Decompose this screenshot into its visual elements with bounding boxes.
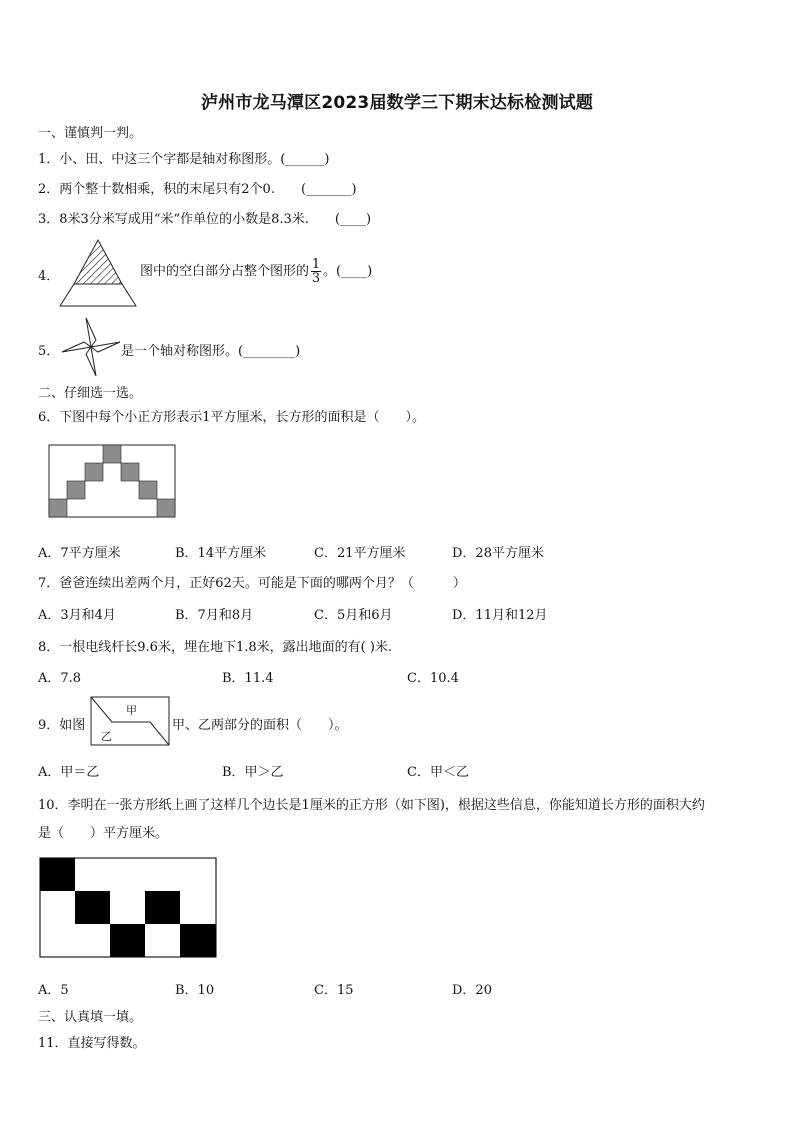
q8-option-b[interactable]: B．11.4: [222, 671, 274, 686]
question-5-number: 5．: [38, 344, 60, 359]
question-9-number: 9．如图: [38, 718, 86, 733]
q10-option-c[interactable]: C．15: [314, 983, 354, 998]
question-8: 8．一根电线杆长9.6米，埋在地下1.8米，露出地面的有( )米.: [38, 640, 393, 655]
question-10-line-1: 10．李明在一张方形纸上画了这样几个边长是1厘米的正方形（如下图)，根据这些信息，你能知道长方形的面积大约: [38, 798, 705, 813]
q6-option-b[interactable]: B．14平方厘米: [175, 546, 267, 561]
question-4-tail: 。(____): [323, 264, 373, 279]
gray-square: [139, 481, 157, 499]
q7-option-a[interactable]: A．3月和4月: [38, 608, 116, 623]
q10-option-a[interactable]: A．5: [38, 983, 69, 998]
q10-rectangle-figure: [39, 857, 219, 959]
question-2: 2．两个整十数相乘，积的末尾只有2个0. (_______): [38, 182, 357, 197]
q9-option-a[interactable]: A．甲＝乙: [38, 765, 100, 780]
fraction-denominator: 3: [311, 271, 321, 286]
question-4-text: 图中的空白部分占整个图形的: [140, 264, 310, 279]
gray-square: [85, 463, 103, 481]
q10-option-b[interactable]: B．10: [175, 983, 215, 998]
gray-square: [67, 481, 85, 499]
question-11: 11．直接写得数。: [38, 1036, 146, 1051]
triangle-figure: [58, 238, 138, 308]
question-5: 是一个轴对称图形。(________): [121, 344, 301, 359]
q8-option-a[interactable]: A．7.8: [38, 671, 82, 686]
black-square: [145, 891, 180, 924]
gray-square: [49, 499, 67, 517]
section-heading-1: 一、谨慎判一判。: [38, 126, 143, 141]
question-6: 6．下图中每个小正方形表示1平方厘米，长方形的面积是（ ）。: [38, 410, 426, 425]
q6-option-c[interactable]: C．21平方厘米: [314, 546, 406, 561]
q7-option-c[interactable]: C．5月和6月: [314, 608, 393, 623]
q9-label-jia: 甲: [126, 704, 137, 717]
black-square: [40, 858, 75, 891]
section-heading-3: 三、认真填一填。: [38, 1010, 143, 1025]
page-title: 泸州市龙马潭区2023届数学三下期末达标检测试题: [200, 93, 594, 113]
q9-option-b[interactable]: B．甲＞乙: [222, 765, 284, 780]
q6-rectangle-figure: [48, 444, 176, 518]
gray-square: [121, 463, 139, 481]
q6-option-d[interactable]: D．28平方厘米: [452, 546, 544, 561]
q10-option-d[interactable]: D．20: [452, 983, 492, 998]
q7-option-d[interactable]: D．11月和12月: [452, 608, 548, 623]
black-square: [110, 924, 145, 957]
question-4: [140, 258, 372, 285]
fraction-numerator: 1: [311, 257, 321, 272]
q6-option-a[interactable]: A．7平方厘米: [38, 546, 121, 561]
black-square: [75, 891, 110, 924]
question-10-line-2: 是（ ）平方厘米。: [38, 826, 169, 841]
question-4-number: 4．: [38, 269, 60, 284]
q7-option-b[interactable]: B．7月和8月: [175, 608, 254, 623]
question-3: 3．8米3分米写成用“米”作单位的小数是8.3米. (____): [38, 212, 372, 227]
pinwheel-figure: [58, 316, 124, 378]
q9-label-yi: 乙: [101, 730, 112, 743]
section-heading-2: 二、仔细选一选。: [38, 386, 143, 401]
blank-region: [60, 284, 136, 306]
question-7: 7．爸爸连续出差两个月，正好62天。可能是下面的哪两个月？（ ）: [38, 576, 466, 591]
q8-option-c[interactable]: C．10.4: [407, 671, 459, 686]
question-1: 1．小、田、中这三个字都是轴对称图形。(______): [38, 152, 330, 167]
fraction: [311, 258, 321, 285]
black-square: [180, 924, 216, 957]
gray-square: [103, 445, 121, 463]
question-9: 甲、乙两部分的面积（ ）。: [172, 718, 348, 733]
hatched-region: [74, 240, 122, 284]
q9-option-c[interactable]: C．甲＜乙: [407, 765, 469, 780]
gray-square: [157, 499, 175, 517]
